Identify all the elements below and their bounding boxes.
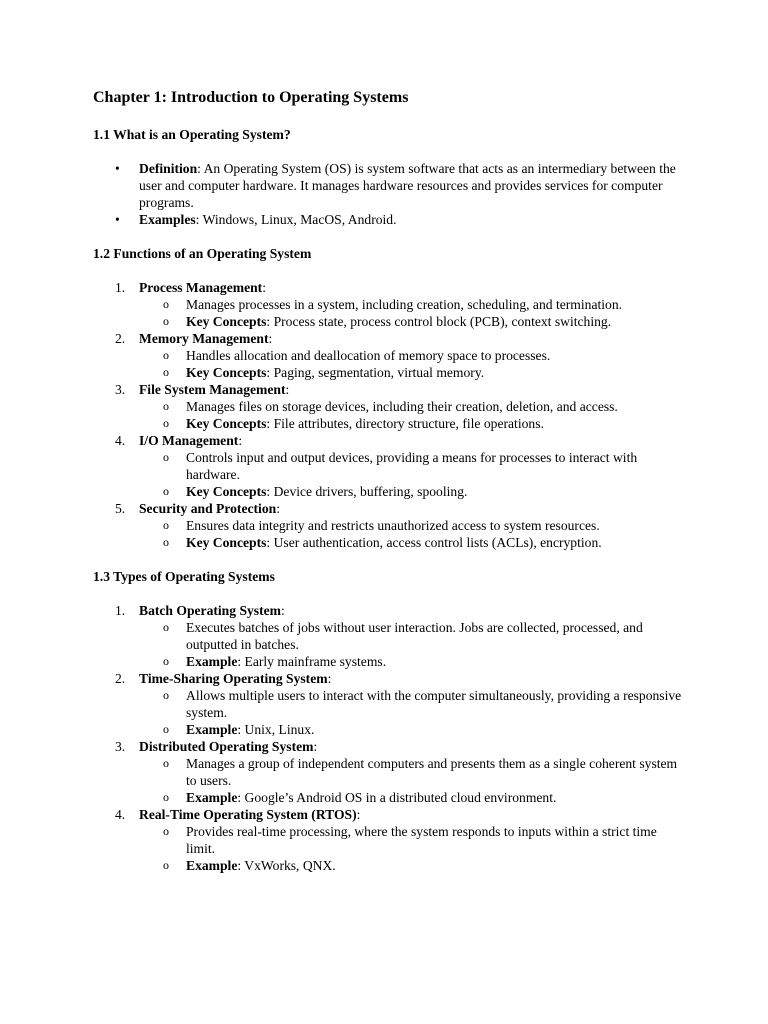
example-label: Example: [186, 858, 238, 873]
sub-item: [163, 313, 688, 330]
bullet-marker: •: [115, 161, 120, 176]
sub-list: [139, 296, 688, 330]
item-number: 2.: [115, 671, 126, 686]
item-colon: :: [262, 280, 266, 295]
item-title: Time-Sharing Operating System: [139, 671, 328, 686]
sub-item: [163, 449, 688, 483]
sub-marker: o: [163, 790, 169, 804]
sub-marker: o: [163, 756, 169, 770]
item-title: Distributed Operating System: [139, 739, 314, 754]
item-description: Allows multiple users to interact with the computer simultaneously, providing a responsive system.: [186, 688, 682, 720]
sub-marker: o: [163, 399, 169, 413]
term-text: : Windows, Linux, MacOS, Android.: [195, 212, 397, 227]
sub-marker: o: [163, 722, 169, 736]
sub-item: [163, 721, 688, 738]
item-number: 4.: [115, 433, 126, 448]
sub-marker: o: [163, 620, 169, 634]
sub-item: [163, 857, 688, 874]
sub-item: [163, 483, 688, 500]
item-number: 2.: [115, 331, 126, 346]
sub-item: [163, 517, 688, 534]
list-item: [115, 279, 688, 330]
sub-item: [163, 364, 688, 381]
sub-item: [163, 687, 688, 721]
section-heading-1-1: 1.1 What is an Operating System?: [93, 127, 291, 142]
example-label: Example: [186, 790, 238, 805]
definition-list: [93, 160, 688, 228]
sub-item: [163, 398, 688, 415]
sub-item: [163, 789, 688, 806]
key-concepts-text: : Device drivers, buffering, spooling.: [266, 484, 468, 499]
example-text: : Early mainframe systems.: [237, 654, 387, 669]
item-title: Batch Operating System: [139, 603, 281, 618]
item-number: 3.: [115, 382, 126, 397]
item-title: Memory Management: [139, 331, 269, 346]
item-number: 1.: [115, 603, 126, 618]
section-heading-1-2: 1.2 Functions of an Operating System: [93, 246, 312, 261]
item-colon: :: [285, 382, 290, 397]
section-heading-1-3: 1.3 Types of Operating Systems: [93, 569, 275, 584]
sub-marker: o: [163, 858, 169, 872]
item-description: Manages processes in a system, including creation, scheduling, and termination.: [186, 297, 623, 312]
key-concepts-text: : File attributes, directory structure, file operations.: [266, 416, 544, 431]
list-item: [115, 670, 688, 738]
list-item: [115, 738, 688, 806]
sub-marker: o: [163, 416, 169, 430]
list-item: [115, 806, 688, 874]
sub-list: [139, 823, 688, 874]
sub-marker: o: [163, 484, 169, 498]
sub-item: [163, 823, 688, 857]
chapter-title: Chapter 1: Introduction to Operating Systems: [93, 89, 409, 106]
sub-list: [139, 347, 688, 381]
sub-marker: o: [163, 688, 169, 702]
term-label: Definition: [139, 161, 198, 176]
key-concepts-text: : Process state, process control block (PCB), context switching.: [266, 314, 612, 329]
example-label: Example: [186, 654, 238, 669]
sub-marker: o: [163, 365, 169, 379]
sub-item: [163, 534, 688, 551]
list-item: [115, 602, 688, 670]
sub-marker: o: [163, 314, 169, 328]
item-description: Ensures data integrity and restricts unauthorized access to system resources.: [186, 518, 600, 533]
sub-list: [139, 687, 688, 738]
sub-list: [139, 517, 688, 551]
sub-item: [163, 619, 688, 653]
sub-item: [163, 347, 688, 364]
example-text: : Unix, Linux.: [237, 722, 315, 737]
sub-item: [163, 296, 688, 313]
item-description: Executes batches of jobs without user interaction. Jobs are collected, processed, and outputted in batches.: [186, 620, 643, 652]
list-item: [115, 500, 688, 551]
sub-item: [163, 755, 688, 789]
sub-marker: o: [163, 654, 169, 668]
item-number: 4.: [115, 807, 126, 822]
sub-marker: o: [163, 450, 169, 464]
types-list: [93, 602, 688, 874]
sub-marker: o: [163, 535, 169, 549]
functions-list: [93, 279, 688, 551]
key-concepts-label: Key Concepts: [186, 535, 267, 550]
item-title: Process Management: [139, 280, 263, 295]
item-title: File System Management: [139, 382, 286, 397]
sub-marker: o: [163, 824, 169, 838]
item-colon: :: [276, 501, 280, 516]
sub-item: [163, 653, 688, 670]
item-colon: :: [327, 671, 332, 686]
list-item: [115, 211, 688, 228]
key-concepts-label: Key Concepts: [186, 314, 267, 329]
key-concepts-text: : User authentication, access control lists (ACLs), encryption.: [266, 535, 602, 550]
item-title: Real-Time Operating System (RTOS): [139, 807, 357, 822]
item-colon: :: [280, 603, 285, 618]
term-label: Examples: [139, 212, 196, 227]
item-number: 5.: [115, 501, 126, 516]
item-description: Handles allocation and deallocation of memory space to processes.: [186, 348, 551, 363]
sub-marker: o: [163, 518, 169, 532]
list-item: [115, 381, 688, 432]
bullet-marker: •: [115, 212, 120, 227]
sub-list: [139, 755, 688, 806]
list-item: [115, 160, 688, 211]
term-text: : An Operating System (OS) is system software that acts as an intermediary between the user and computer hardware. It manages hardware resources and provides services for computer programs.: [139, 161, 676, 210]
sub-marker: o: [163, 348, 169, 362]
item-colon: :: [356, 807, 361, 822]
key-concepts-label: Key Concepts: [186, 484, 267, 499]
item-title: Security and Protection: [139, 501, 277, 516]
list-item: [115, 330, 688, 381]
item-colon: :: [313, 739, 318, 754]
sub-list: [139, 398, 688, 432]
sub-list: [139, 619, 688, 670]
sub-list: [139, 449, 688, 500]
example-text: : Google’s Android OS in a distributed cloud environment.: [237, 790, 557, 805]
key-concepts-text: : Paging, segmentation, virtual memory.: [266, 365, 485, 380]
item-description: Manages a group of independent computers and presents them as a single coherent system to users.: [186, 756, 678, 788]
example-label: Example: [186, 722, 238, 737]
item-description: Manages files on storage devices, including their creation, deletion, and access.: [186, 399, 618, 414]
sub-item: [163, 415, 688, 432]
item-number: 3.: [115, 739, 126, 754]
example-text: : VxWorks, QNX.: [237, 858, 336, 873]
key-concepts-label: Key Concepts: [186, 416, 267, 431]
item-colon: :: [268, 331, 273, 346]
item-title: I/O Management: [139, 433, 239, 448]
item-number: 1.: [115, 280, 126, 295]
key-concepts-label: Key Concepts: [186, 365, 267, 380]
item-colon: :: [238, 433, 243, 448]
list-item: [115, 432, 688, 500]
item-description: Provides real-time processing, where the system responds to inputs within a strict time limit.: [186, 824, 657, 856]
item-description: Controls input and output devices, providing a means for processes to interact with hardware.: [186, 450, 638, 482]
sub-marker: o: [163, 297, 169, 311]
